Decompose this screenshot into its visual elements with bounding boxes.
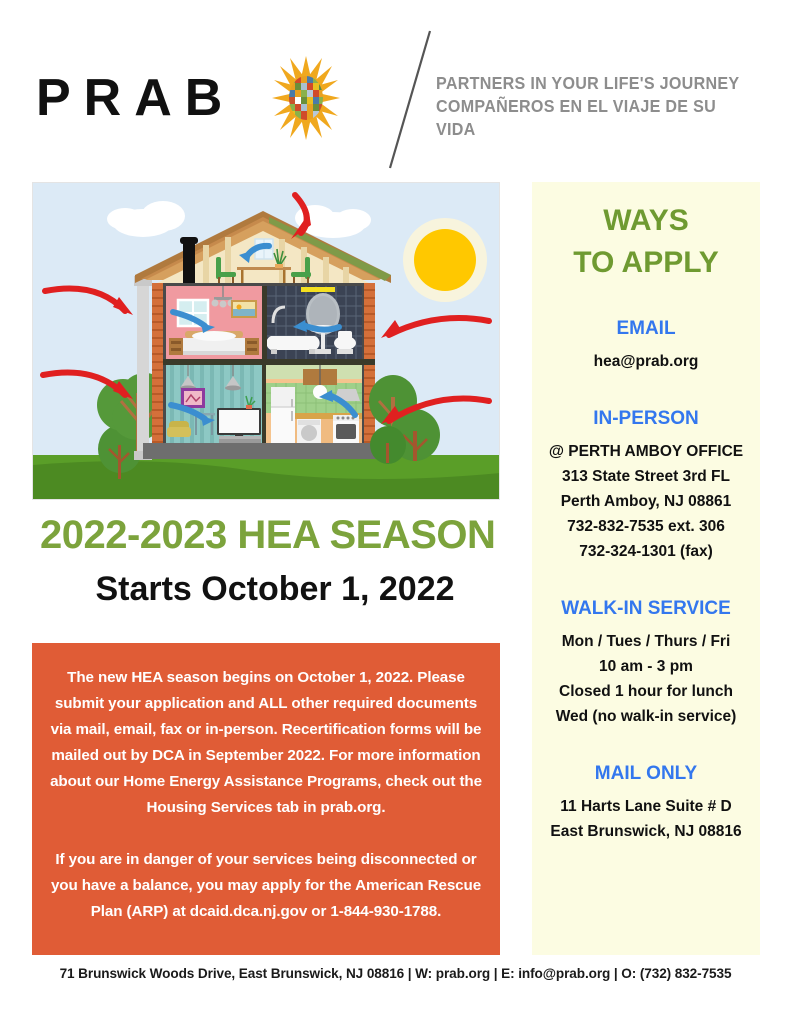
notice-paragraph-2: If you are in danger of your services being disconnected or you have a balance, you may apply for the American Rescue Plan (ARP) at dcaid.dca.nj.gov or 1-844-930-1788.: [50, 851, 482, 920]
walk-in-line: Closed 1 hour for lunch: [559, 683, 733, 700]
page-header: [0, 0, 791, 175]
section-heading-email: EMAIL: [616, 318, 676, 339]
ways-to-apply-sidebar: [532, 182, 760, 955]
tagline-line-en: PARTNERS IN YOUR LIFE'S JOURNEY: [436, 73, 740, 93]
bedroom: [166, 286, 262, 359]
section-heading-mail-only: MAIL ONLY: [594, 763, 698, 784]
mail-only-line: East Brunswick, NJ 08816: [550, 823, 742, 840]
page-title-season: 2022-2023 HEA SEASON: [40, 513, 496, 557]
sidebar-title-line2: TO APPLY: [573, 246, 719, 279]
bathroom: [266, 286, 362, 359]
walk-in-line: Mon / Tues / Thurs / Fri: [561, 633, 731, 650]
section-heading-in-person: IN-PERSON: [593, 408, 699, 429]
mail-only-line: 11 Harts Lane Suite # D: [560, 798, 732, 815]
tree-icon: [370, 426, 406, 464]
walk-in-line: 10 am - 3 pm: [599, 658, 693, 675]
in-person-line: 732-324-1301 (fax): [579, 543, 713, 560]
notice-paragraph-1: The new HEA season begins on October 1, 2022. Please submit your application and ALL other required documents via mail, email, fax or in-person. Recertification forms will be mailed out by DCA in September 2022. For more information about our Home Energy Assistance Programs, check out the Housing Services tab in prab.org.: [50, 669, 482, 816]
sidebar-title-line1: WAYS: [603, 204, 689, 237]
notice-box: [32, 643, 500, 955]
prab-logo-wordmark: PRAB: [36, 69, 236, 127]
tagline-line-es: COMPAÑEROS EN EL VIAJE DE SU VIDA: [436, 96, 716, 139]
page-footer: 71 Brunswick Woods Drive, East Brunswick, NJ 08816 | W: prab.org | E: info@prab.org | O: (732) 832-7535: [59, 966, 732, 981]
page-subtitle-start-date: Starts October 1, 2022: [95, 570, 455, 608]
living-room: [166, 365, 262, 443]
in-person-line: 313 State Street 3rd FL: [562, 468, 730, 485]
prab-sunburst-logo-icon: [272, 56, 340, 140]
house-cutaway-illustration: [32, 182, 500, 500]
tagline: [436, 72, 766, 141]
kitchen: [266, 365, 362, 443]
email-address[interactable]: hea@prab.org: [593, 353, 699, 370]
walk-in-line: Wed (no walk-in service): [555, 708, 737, 725]
sun-icon: [403, 218, 487, 302]
in-person-line: @ PERTH AMBOY OFFICE: [548, 443, 744, 460]
in-person-line: Perth Amboy, NJ 08861: [560, 493, 732, 510]
section-heading-walk-in: WALK-IN SERVICE: [561, 598, 731, 619]
in-person-line: 732-832-7535 ext. 306: [567, 518, 725, 535]
